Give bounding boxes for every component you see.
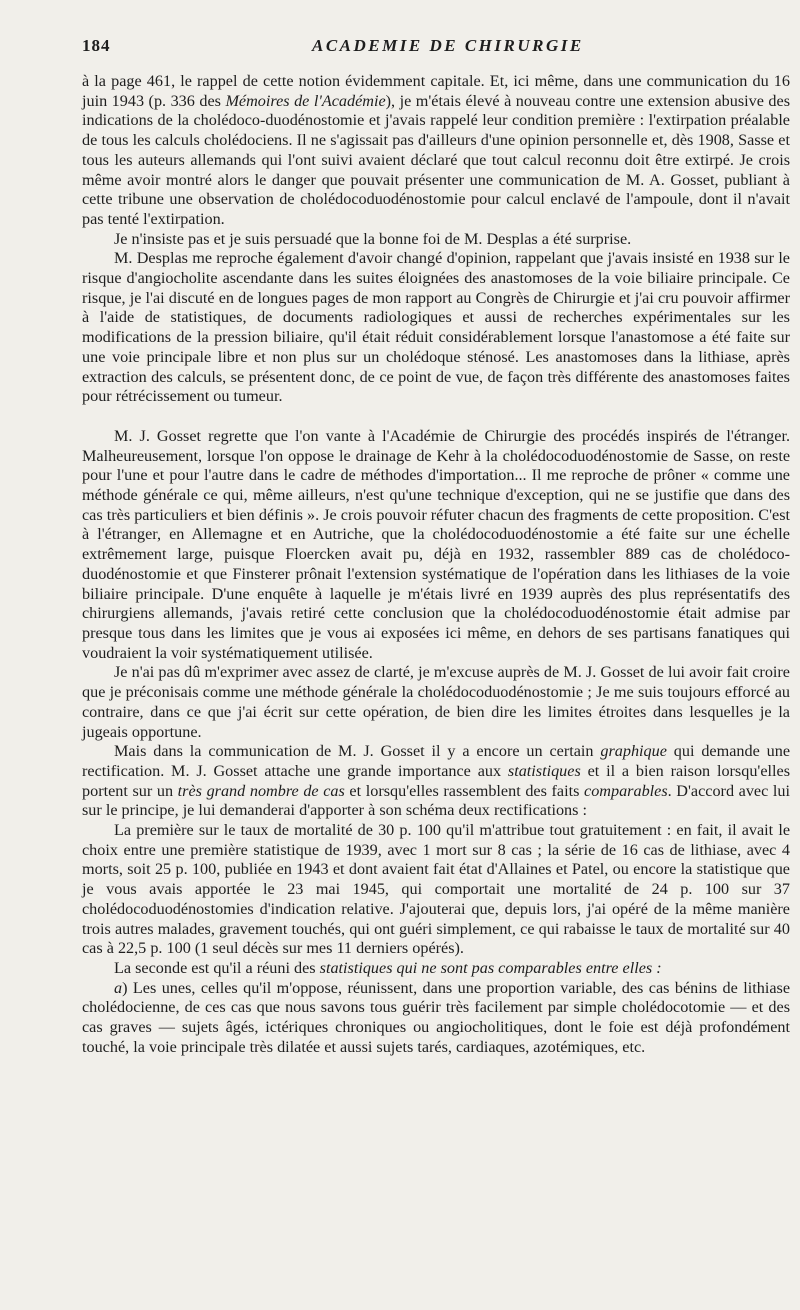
- text-run: La première sur le taux de mortalité de 30 p. 100 qu'il m'attribue tout gratuitement : en fait, il avait le choix entre une première statistique de 1939, avec 1 mort sur 8 cas ; la série de 16 cas de lithiase, avec 4 morts, soit 25 p. 100, publiée en 1943 et dont avaient fait état d'Allaines et Patel, ou encore la statistique que je vous avais apportée le 23 mai 1945, qui comportait une mortalité de 24 p. 100 sur 37 cholédocoduodénostomies d'indication relative. J'ajouterai que, depuis lors, j'ai opéré de la même manière trois autres malades, gravement touchés, qui ont guéri simplement, ce qui rabaisse le taux de mortalité sur 40 cas à 22,5 p. 100 (1 seul décès sur mes 11 derniers opérés).: [82, 821, 790, 958]
- paragraph: [82, 821, 790, 959]
- italic-run: comparables: [584, 781, 668, 800]
- text-run: ) Les unes, celles qu'il m'oppose, réunissent, dans une proportion variable, des cas bénins de lithiase cholédocienne, de ces cas que nous savons tous guérir très facilement par simple cholédocotomie — et des cas graves — sujets âgés, ictériques chroniques ou angiocholitiques, dont le foie est déjà profondément touché, la voie principale très dilatée et aussi sujets tarés, cardiaques, azotémiques, etc.: [82, 978, 790, 1056]
- text-run: M. J. Gosset regrette que l'on vante à l'Académie de Chirurgie des procédés inspirés de l'étranger. Malheureusement, lorsque l'on oppose le drainage de Kehr à la cholédocoduodénostomie de Sasse, on reste pour l'une et pour l'autre dans le cadre de méthodes d'importation... Il me reproche de prôner « comme une méthode générale ce qui, même ailleurs, n'est qu'une technique d'exception, qui ne se justifie que dans des cas très particuliers et bien définis ». Je crois pouvoir réfuter chacun des fragments de cette proposition. C'est à l'étranger, en Allemagne et en Autriche, que la cholédocoduodénostomie a été faite sur une échelle extrêmement large, puisque Floercken avait pu, déjà en 1932, rassembler 889 cas de cholédoco-duodénostomie et que Finsterer prônait l'extension systématique de l'opération dans les lithiases de la voie biliaire principale. D'une enquête à laquelle je m'étais livré en 1939 auprès des plus représentatifs des chirurgiens allemands, j'avais retiré cette conclusion que la cholédocoduodénostomie était admise par presque tous dans les limites que je vous ai exposées ici même, en dehors de ses partisans fanatiques qui voudraient la voir systématiquement utilisée.: [82, 426, 790, 662]
- paragraph: [82, 979, 790, 1058]
- text-run: qui demande une rectification. M. J. Gosset attache une grande importance aux: [82, 742, 790, 780]
- text-run: à la page 461, le rappel de cette notion évidemment capitale. Et, ici même, dans une communication du 16 juin 1943 (p. 336 des: [82, 72, 790, 110]
- body-text: [82, 72, 790, 1057]
- text-run: Mais dans la communication de M. J. Gosset il y a encore un certain: [114, 742, 601, 761]
- running-title: ACADEMIE DE CHIRURGIE: [312, 36, 584, 55]
- paragraph: [82, 663, 790, 742]
- italic-run: graphique: [600, 742, 667, 761]
- italic-run: Mémoires de l'Académie: [225, 91, 386, 110]
- text-run: . D'accord avec lui sur le principe, je lui demanderai d'apporter à son schéma deux rectifications :: [82, 781, 791, 820]
- text-run: et il a bien raison lorsqu'elles portent sur un: [82, 761, 790, 800]
- text-run: La seconde est qu'il a réuni des: [114, 958, 320, 977]
- text-run: M. Desplas me reproche également d'avoir changé d'opinion, rappelant que j'avais insisté en 1938 sur le risque d'angiocholite ascendante dans les suites éloignées des anastomoses de la voie biliaire principale. Ce risque, je l'ai discuté en de longues pages de mon rapport au Congrès de Chirurgie et j'ai cru pouvoir affirmer à l'aide de statistiques, de documents radiologiques et aussi de recherches expérimentales sur les modifications de la pression biliaire, qu'il était réduit considérablement lorsque l'anastomose a été faite sur une voie principale libre et non plus sur un cholédoque sténosé. Les anastomoses dans la lithiase, après extraction des calculs, se présentent donc, de ce point de vue, de façon très différente des anastomoses faites pour rétrécissement ou tumeur.: [82, 249, 790, 406]
- text-run: ), je m'étais élevé à nouveau contre une extension abusive des indications de la cholédoco-duodénostomie et j'avais rappelé leur condition première : l'extirpation préalable de tous les calculs cholédociens. Il ne s'agissait pas d'ailleurs d'une opinion personnelle et, dès 1908, Sasse et tous les auteurs allemands qui l'ont suivi avaient déclaré que tout calcul reconnu doit être extirpé. Je crois même avoir montré alors le danger que pouvait présenter une communication de M. A. Gosset, publiant à cette tribune une observation de cholédocoduodénostomie pour calcul enclavé de l'ampoule, dont il n'avait pas tenté l'extirpation.: [82, 91, 790, 228]
- paragraph: [82, 427, 790, 663]
- italic-run: très grand nombre de cas: [177, 781, 345, 800]
- italic-run: statistiques: [507, 761, 581, 780]
- paragraph: [82, 742, 790, 821]
- text-run: Je n'ai pas dû m'exprimer avec assez de clarté, je m'excuse auprès de M. J. Gosset de lui avoir fait croire que je préconisais comme une méthode générale la cholédocoduodénostomie ; Je me suis toujours efforcé au contraire, dans ce que j'ai écrit sur cette opération, de bien dire les limites étroites dans lesquelles je la jugeais opportune.: [82, 663, 790, 741]
- paragraph: [82, 249, 790, 407]
- paragraph: [82, 72, 790, 230]
- italic-run: a: [114, 978, 123, 997]
- paragraph: [82, 230, 790, 250]
- page-number: 184: [82, 36, 111, 55]
- page-header: [82, 36, 790, 66]
- text-run: et lorsqu'elles rassemblent des faits: [344, 781, 585, 800]
- text-run: Je n'insiste pas et je suis persuadé que la bonne foi de M. Desplas a été surprise.: [114, 229, 632, 248]
- italic-run: statistiques qui ne sont pas comparables entre elles :: [319, 958, 662, 977]
- paragraph: [82, 959, 790, 979]
